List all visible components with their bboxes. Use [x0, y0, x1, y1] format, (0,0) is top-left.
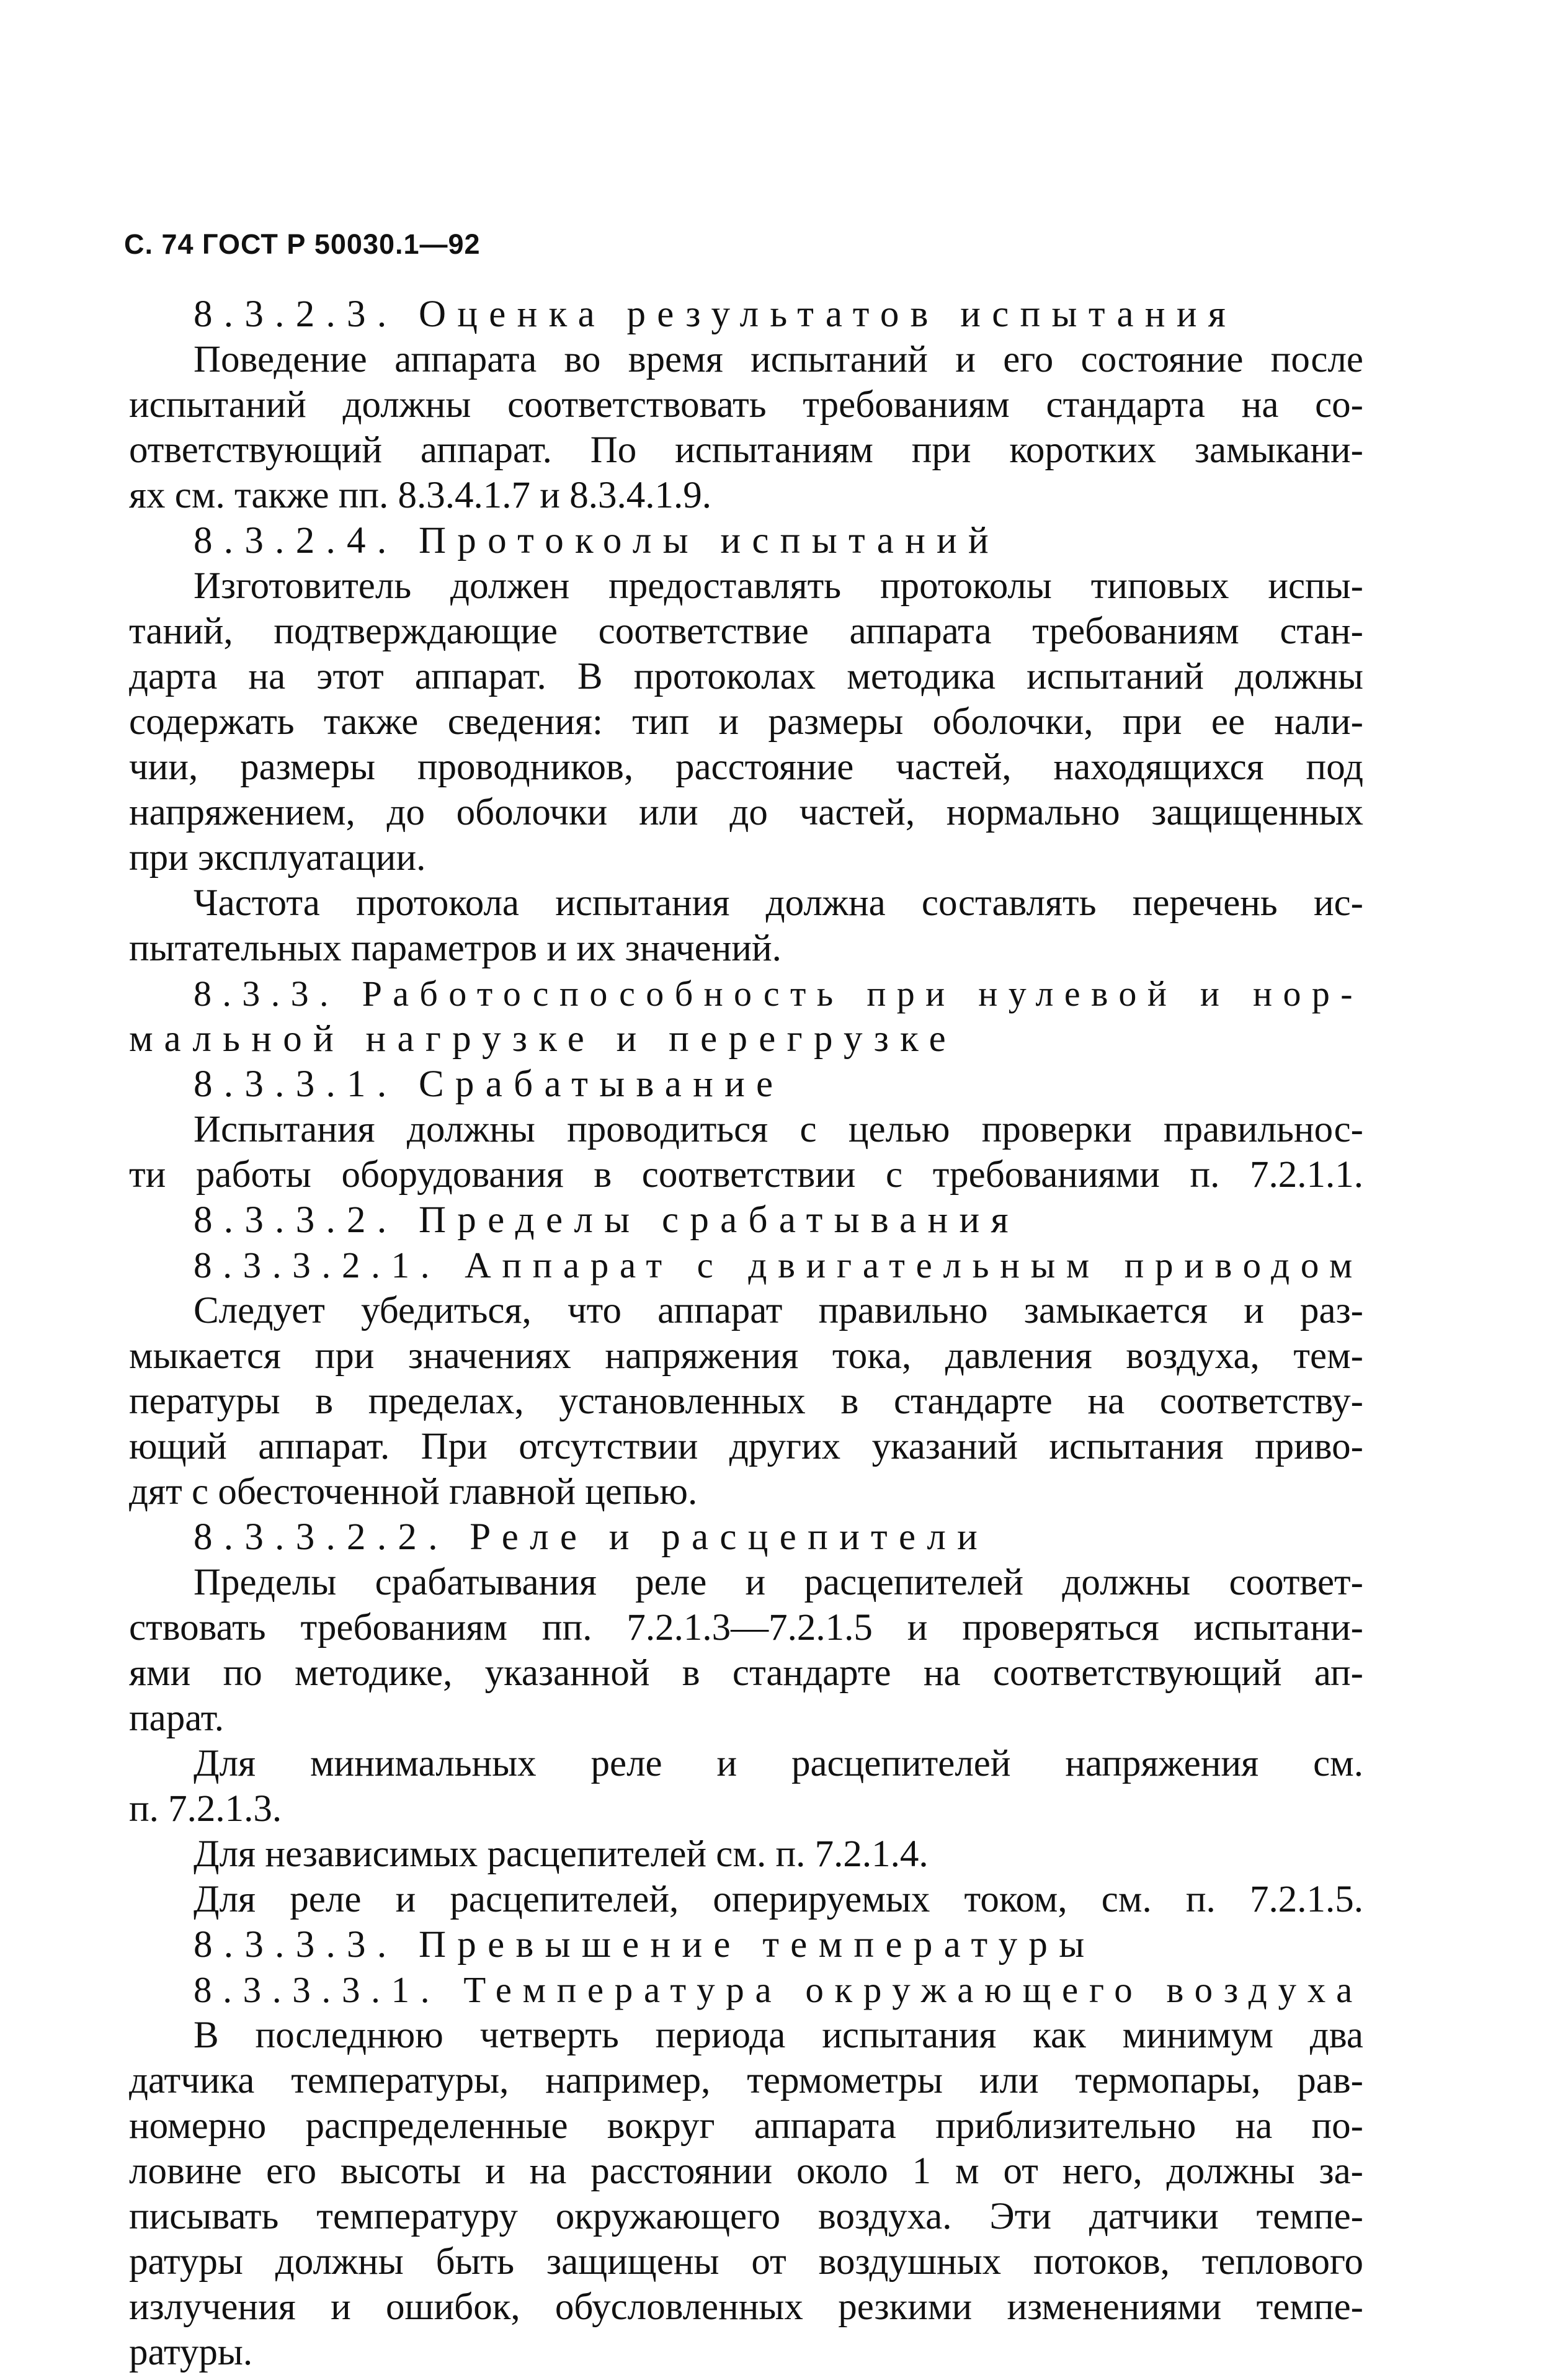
- section-heading-8-3-3-2-1: 8.3.3.2.1. Аппарат с двигательным приводом: [194, 1245, 1363, 1286]
- section-heading-8-3-3-cont: мальной нагрузке и перегрузке: [129, 1018, 957, 1060]
- section-heading-8-3-3-3-1: 8.3.3.3.1. Температура окружающего воздуха: [194, 1969, 1363, 2010]
- paragraph-line: п. 7.2.1.3.: [129, 1788, 282, 1830]
- paragraph-line: мыкается при значениях напряжения тока, давления воздуха, тем-: [129, 1335, 1363, 1377]
- paragraph-line: дят с обесточенной главной цепью.: [129, 1471, 698, 1513]
- paragraph-line: номерно распределенные вокруг аппарата приблизительно на по-: [129, 2105, 1363, 2147]
- paragraph-line: пытательных параметров и их значений.: [129, 928, 782, 969]
- section-heading-8-3-3: 8.3.3. Работоспособность при нулевой и нор-: [194, 973, 1363, 1014]
- paragraph-line: ответствующий аппарат. По испытаниям при коротких замыкани-: [129, 429, 1363, 471]
- page-header: С. 74 ГОСТ Р 50030.1—92: [124, 228, 481, 260]
- paragraph-line: ствовать требованиям пп. 7.2.1.3—7.2.1.5 и проверяться испытани-: [129, 1607, 1363, 1648]
- paragraph-line: ловине его высоты и на расстоянии около 1 м от него, должны за-: [129, 2150, 1363, 2192]
- paragraph-line: Испытания должны проводиться с целью проверки правильнос-: [194, 1109, 1363, 1150]
- paragraph-line: Пределы срабатывания реле и расцепителей должны соответ-: [194, 1562, 1363, 1603]
- paragraph-line: ти работы оборудования в соответствии с требованиями п. 7.2.1.1.: [129, 1154, 1363, 1196]
- paragraph-line: парат.: [129, 1697, 225, 1739]
- paragraph-line: содержать также сведения: тип и размеры оболочки, при ее нали-: [129, 701, 1363, 743]
- section-heading-8-3-3-1: 8.3.3.1. Срабатывание: [194, 1063, 785, 1105]
- paragraph-line: пературы в пределах, установленных в стандарте на соответству-: [129, 1380, 1363, 1422]
- paragraph-line: напряжением, до оболочки или до частей, нормально защищенных: [129, 792, 1363, 833]
- section-heading-8-3-2-3: 8.3.2.3. Оценка результатов испытания: [194, 293, 1237, 335]
- paragraph-line: Поведение аппарата во время испытаний и его состояние после: [194, 339, 1363, 380]
- paragraph-line: дарта на этот аппарат. В протоколах методика испытаний должны: [129, 656, 1363, 697]
- body-text: [129, 292, 1363, 2375]
- paragraph-line: ющий аппарат. При отсутствии других указаний испытания приво-: [129, 1426, 1363, 1467]
- paragraph-line: излучения и ошибок, обусловленных резкими изменениями темпе-: [129, 2286, 1363, 2328]
- paragraph-line: Для минимальных реле и расцепителей напряжения см.: [194, 1743, 1363, 1784]
- section-heading-8-3-3-2-2: 8.3.3.2.2. Реле и расцепители: [194, 1516, 989, 1558]
- paragraph-line: ями по методике, указанной в стандарте на соответствующий ап-: [129, 1652, 1363, 1694]
- paragraph-line: таний, подтверждающие соответствие аппарата требованиям стан-: [129, 611, 1363, 652]
- paragraph-line: ратуры должны быть защищены от воздушных потоков, теплового: [129, 2241, 1363, 2283]
- section-heading-8-3-3-3: 8.3.3.3. Превышение температуры: [194, 1924, 1096, 1966]
- paragraph-line: Частота протокола испытания должна составлять перечень ис-: [194, 882, 1363, 924]
- section-heading-8-3-2-4: 8.3.2.4. Протоколы испытаний: [194, 520, 1000, 561]
- paragraph-line: испытаний должны соответствовать требованиям стандарта на со-: [129, 384, 1363, 426]
- paragraph-line: датчика температуры, например, термометры или термопары, рав-: [129, 2060, 1363, 2101]
- paragraph-line: ях см. также пп. 8.3.4.1.7 и 8.3.4.1.9.: [129, 475, 711, 516]
- paragraph-line: чии, размеры проводников, расстояние частей, находящихся под: [129, 746, 1363, 788]
- paragraph-line: Для реле и расцепителей, оперируемых током, см. п. 7.2.1.5.: [194, 1879, 1363, 1920]
- paragraph-line: ратуры.: [129, 2332, 253, 2373]
- paragraph-line: Изготовитель должен предоставлять протоколы типовых испы-: [194, 565, 1363, 607]
- paragraph-line: Следует убедиться, что аппарат правильно замыкается и раз-: [194, 1290, 1363, 1331]
- paragraph-line: при эксплуатации.: [129, 837, 426, 879]
- paragraph-line: В последнюю четверть периода испытания как минимум два: [194, 2015, 1363, 2056]
- paragraph-line: Для независимых расцепителей см. п. 7.2.1.4.: [194, 1833, 929, 1875]
- section-heading-8-3-3-2: 8.3.3.2. Пределы срабатывания: [194, 1199, 1020, 1241]
- paragraph-line: писывать температуру окружающего воздуха. Эти датчики темпе-: [129, 2196, 1363, 2237]
